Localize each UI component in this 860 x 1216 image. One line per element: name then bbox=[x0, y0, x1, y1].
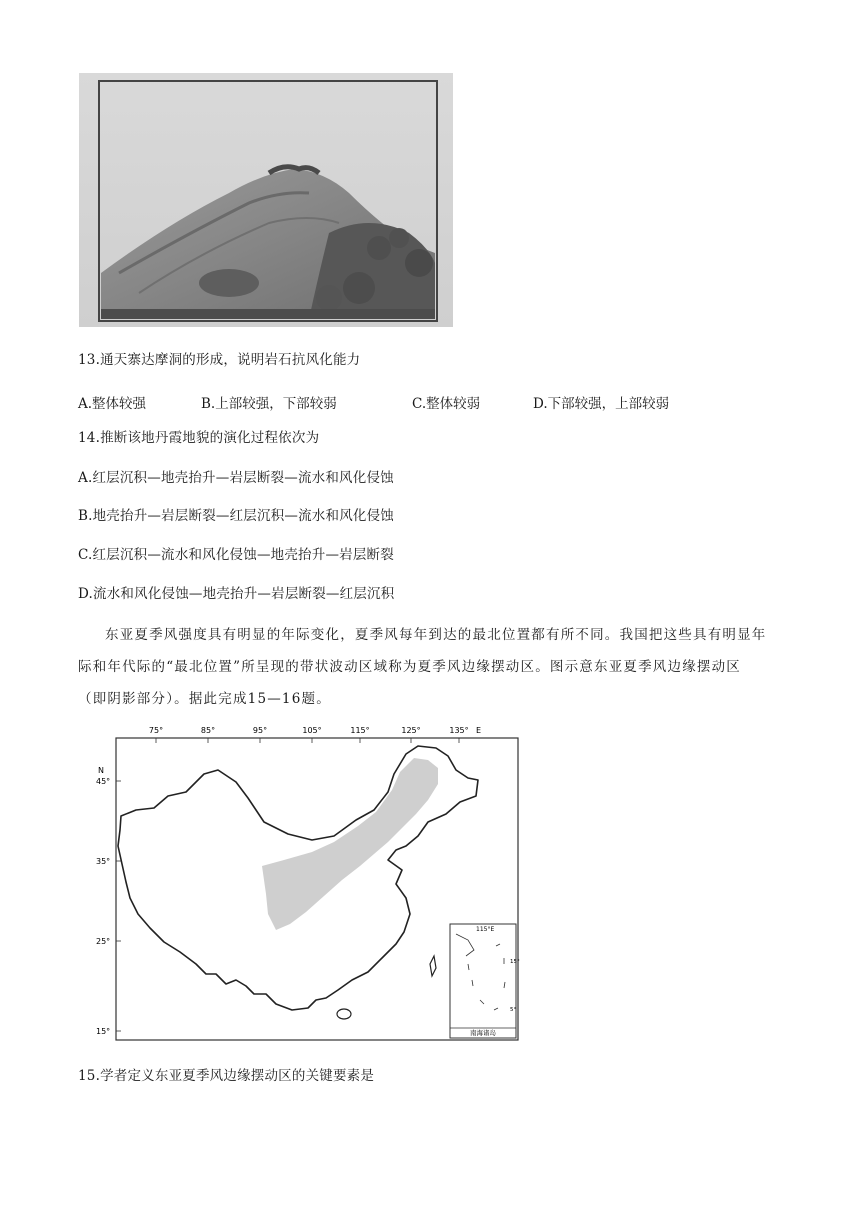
lat-label-45: 45° bbox=[96, 777, 111, 786]
south-sea-inset bbox=[450, 924, 516, 1038]
lat-label-35: 35° bbox=[96, 857, 111, 866]
q14-option-a: A.红层沉积—地壳抬升—岩层断裂—流水和风化侵蚀 bbox=[78, 470, 394, 486]
lat-label-25: 25° bbox=[96, 937, 111, 946]
landform-photo bbox=[79, 73, 453, 327]
inset-lat-label-15: 15° bbox=[510, 959, 520, 965]
q15-stem: 15.学者定义东亚夏季风边缘摆动区的关键要素是 bbox=[78, 1068, 375, 1084]
lon-label-105: 105° bbox=[302, 726, 322, 735]
q14-option-b: B.地壳抬升—岩层断裂—红层沉积—流水和风化侵蚀 bbox=[78, 508, 395, 524]
inset-lon-label: 115°E bbox=[476, 926, 495, 933]
q13-option-b: B.上部较强，下部较弱 bbox=[201, 396, 337, 412]
q14-option-c: C.红层沉积—流水和风化侵蚀—地壳抬升—岩层断裂 bbox=[78, 547, 394, 563]
q13-stem: 13.通天寨达摩洞的形成，说明岩石抗风化能力 bbox=[78, 352, 361, 368]
lon-label-e: E bbox=[476, 726, 482, 735]
lon-label-135: 135° bbox=[449, 726, 469, 735]
danxia-mountain-image bbox=[79, 73, 453, 327]
lon-label-115: 115° bbox=[350, 726, 370, 735]
china-monsoon-map bbox=[76, 718, 531, 1046]
monsoon-passage: 东亚夏季风强度具有明显的年际变化，夏季风每年到达的最北位置都有所不同。我国把这些具有明显年际和年代际的“最北位置”所呈现的带状波动区域称为夏季风边缘摆动区。图示意东亚夏季风边缘摆动区（即阴影部分）。据此完成15—16题。 bbox=[78, 627, 767, 707]
hainan-island bbox=[337, 1009, 351, 1019]
lon-label-75: 75° bbox=[148, 726, 164, 735]
inset-caption: 南海诸岛 bbox=[470, 1029, 496, 1037]
q13-option-a: A.整体较强 bbox=[78, 396, 147, 412]
lon-label-125: 125° bbox=[401, 726, 421, 735]
inset-lat-label-5: 5° bbox=[510, 1007, 517, 1013]
lon-label-95: 95° bbox=[252, 726, 268, 735]
north-label: N bbox=[98, 766, 104, 775]
q13-option-c: C.整体较弱 bbox=[412, 396, 481, 412]
q13-option-d: D.下部较强，上部较弱 bbox=[533, 396, 670, 412]
q14-stem: 14.推断该地丹霞地貌的演化过程依次为 bbox=[78, 430, 320, 446]
map-figure bbox=[76, 718, 531, 1046]
lon-label-85: 85° bbox=[200, 726, 216, 735]
lat-label-15: 15° bbox=[96, 1027, 111, 1036]
q14-option-d: D.流水和风化侵蚀—地壳抬升—岩层断裂—红层沉积 bbox=[78, 586, 395, 602]
